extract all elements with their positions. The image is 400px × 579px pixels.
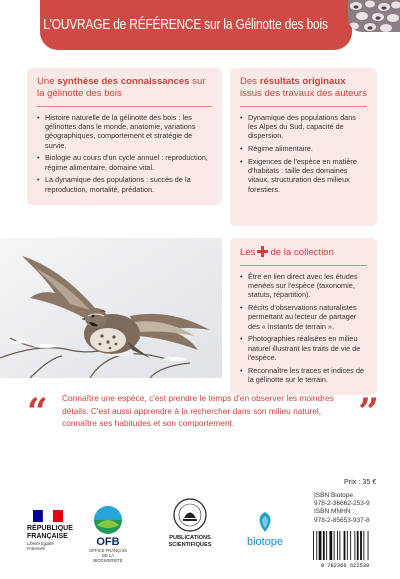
results-box	[230, 68, 377, 226]
mnhn-logo	[160, 498, 220, 566]
list-item: • Dynamique des populations dans les Alpes du Sud, capacité de dispersion.	[240, 113, 367, 141]
title-banner	[40, 0, 352, 50]
synthesis-title: Une synthèse des connaissances sur la gélinotte des bois	[37, 76, 206, 99]
barcode-bar	[319, 531, 322, 560]
collection-plus-list	[240, 272, 367, 384]
list-item: • Régime alimentaire.	[240, 144, 367, 153]
results-title: Des résultats originaux issus des travaux des auteurs	[240, 76, 367, 99]
list-item: • Biologie au cours d'un cycle annuel : reproduction, régime alimentaire, domaine vital.	[37, 153, 212, 171]
barcode	[309, 529, 381, 569]
corner-feather-photo	[348, 0, 400, 32]
list-item: • Exigences de l'espèce en matière d'habitats : taille des domaines vitaux, structuration des milieux forestiers.	[240, 157, 367, 194]
rf-motto: Liberté Égalité Fraternité	[27, 541, 54, 551]
ofb-logo	[88, 505, 128, 565]
list-item: • Reconnaître les traces et indices de la gélinotte sur le terrain.	[240, 366, 367, 384]
barcode-bar	[357, 531, 359, 560]
list-item: • Récits d'observations naturalistes permettant au lecteur de partager des « instants de terrain ».	[240, 303, 367, 331]
results-list	[240, 113, 367, 194]
divider	[240, 265, 367, 266]
biotope-name: biotope	[246, 536, 284, 548]
hazel-grouse-photo	[0, 238, 222, 378]
isbn-mnhn-label: ISBN MNHN :	[314, 508, 355, 516]
list-item: • Histoire naturelle de la gélinotte des bois : les gélinottes dans le monde, anatomie, variations géographiques, comportement et stratégie de survie.	[37, 113, 212, 150]
plus-icon	[257, 246, 268, 257]
barcode-bar	[350, 531, 351, 560]
barcode-digits: 9 782366 622539	[320, 563, 370, 569]
open-quote-icon: “	[27, 391, 48, 433]
barcode-bar	[363, 531, 364, 560]
banner-title: L'OUVRAGE de RÉFÉRENCE sur la Gélinotte des bois	[42, 17, 328, 33]
barcode-bar	[313, 531, 314, 560]
quote-block	[27, 391, 379, 433]
ofb-name: OFB	[96, 536, 120, 548]
synthesis-list	[37, 113, 212, 194]
rf-name: RÉPUBLIQUE FRANÇAISE	[27, 525, 73, 540]
quote-text: Connaître une espèce, c'est prendre le temps d'en observer les moindres détails. C'est aussi apprendre à la rechercher dans son milieu naturel, connaître ses habitudes et son comportement.	[62, 393, 334, 429]
list-item: • La dynamique des populations : succès de la reproduction, mortalité, prédation.	[37, 175, 212, 193]
barcode-bar	[326, 531, 327, 560]
barcode-bar	[360, 531, 362, 560]
price: Prix : 35 €	[344, 477, 377, 486]
divider	[240, 106, 367, 107]
biotope-logo	[241, 510, 289, 558]
mnhn-publications: PUBLICATIONS SCIENTIFIQUES	[168, 535, 212, 548]
barcode-bar	[368, 531, 369, 560]
list-item: • Être en lien direct avec les études menées sur l'espèce (taxonomie, statuts, répartition).	[240, 272, 367, 300]
barcode-bar	[316, 531, 317, 560]
isbn-biotope-number: 978-2-36662-253-9	[314, 500, 370, 508]
isbn-biotope-label: ISBN Biotope	[314, 492, 354, 499]
barcode-bar	[330, 531, 333, 560]
collection-plus-box	[230, 238, 377, 395]
barcode-bar	[334, 531, 335, 560]
divider	[37, 106, 212, 107]
ofb-subtitle: OFFICE FRANÇAIS DE LA BIODIVERSITÉ	[89, 548, 127, 563]
barcode-bar	[323, 531, 325, 560]
close-quote-icon: ”	[358, 391, 379, 433]
barcode-bar	[354, 531, 355, 560]
synthesis-box	[27, 68, 222, 205]
republique-francaise-logo	[27, 510, 79, 565]
isbn-mnhn-number: 978-2-85653-937-8	[314, 516, 370, 524]
isbn-block	[314, 492, 370, 525]
barcode-bar	[337, 531, 338, 560]
list-item: • Photographies réalisées en milieu naturel illustrant les traits de vie de l'espèce.	[240, 334, 367, 362]
collection-plus-title: Les de la collection	[240, 247, 334, 258]
barcode-bar	[347, 531, 348, 560]
barcode-bar	[344, 531, 346, 560]
barcode-bar	[339, 531, 340, 560]
